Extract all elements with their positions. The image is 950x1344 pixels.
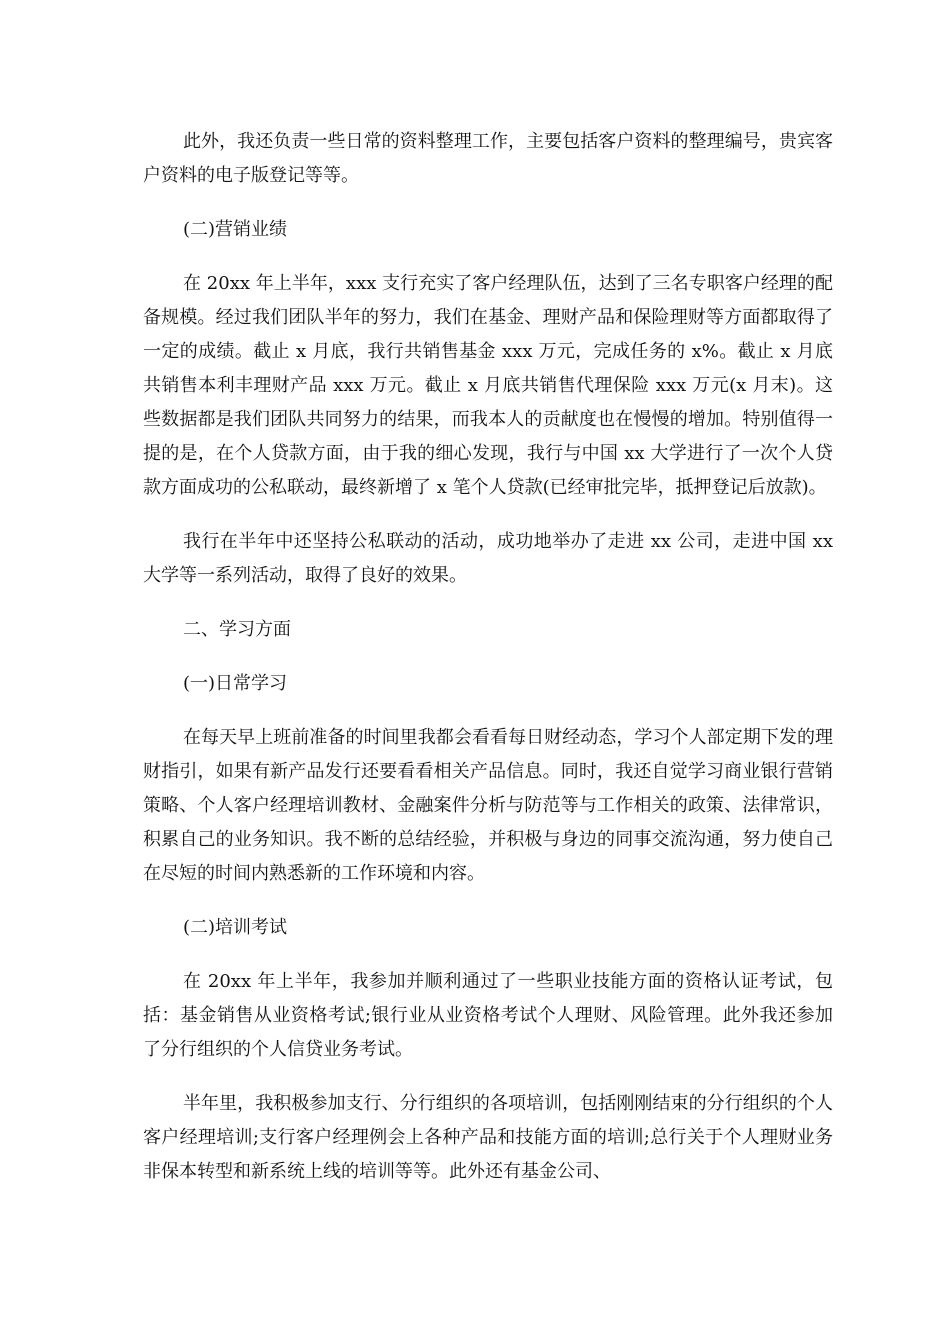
heading-training-exams: (二)培训考试 xyxy=(183,917,288,938)
document-body xyxy=(143,125,833,1209)
paragraph-daily-study: 在每天早上班前准备的时间里我都会看看每日财经动态，学习个人部定期下发的理财指引，如果有新产品发行还要看看相关产品信息。同时，我还自觉学习商业银行营销策略、个人客户经理培训教材、金融案件分析与防范等与工作相关的政策、法律常识，积累自己的业务知识。我不断的总结经验，并积极与身边的同事交流沟通，努力使自己在尽短的时间内熟悉新的工作环境和内容。 xyxy=(143,727,833,884)
paragraph-certification-exams: 在 20xx 年上半年，我参加并顺利通过了一些职业技能方面的资格认证考试，包括：基金销售从业资格考试;银行业从业资格考试个人理财、风险管理。此外我还参加了分行组织的个人信贷业务考试。 xyxy=(143,971,833,1060)
heading-daily-study: (一)日常学习 xyxy=(183,673,288,694)
heading-marketing-performance: (二)营销业绩 xyxy=(183,219,288,240)
paragraph-training-sessions: 半年里，我积极参加支行、分行组织的各项培训，包括刚刚结束的分行组织的个人客户经理培训;支行客户经理例会上各种产品和技能方面的培训;总行关于个人理财业务非保本转型和新系统上线的培训等等。此外还有基金公司、 xyxy=(143,1093,833,1182)
paragraph-joint-activities: 我行在半年中还坚持公私联动的活动，成功地举办了走进 xx 公司，走进中国 xx 大学等一系列活动，取得了良好的效果。 xyxy=(143,531,833,586)
heading-learning: 二、学习方面 xyxy=(183,619,291,640)
paragraph-data-organization: 此外，我还负责一些日常的资料整理工作，主要包括客户资料的整理编号，贵宾客户资料的电子版登记等等。 xyxy=(143,131,833,186)
paragraph-sales-results: 在 20xx 年上半年，xxx 支行充实了客户经理队伍，达到了三名专职客户经理的配备规模。经过我们团队半年的努力，我们在基金、理财产品和保险理财等方面都取得了一定的成绩。截止 x 月底，我行共销售基金 xxx 万元，完成任务的 x%。截止 x 月底共销售本利丰理财产品 xxx 万元。截止 x 月底共销售代理保险 xxx 万元(x 月末)。这些数据都是我们团队共同努力的结果，而我本人的贡献度也在慢慢的增加。特别值得一提的是，在个人贷款方面，由于我的细心发现，我行与中国 xx 大学进行了一次个人贷款方面成功的公私联动，最终新增了 x 笔个人贷款(已经审批完毕，抵押登记后放款)。 xyxy=(143,273,833,498)
